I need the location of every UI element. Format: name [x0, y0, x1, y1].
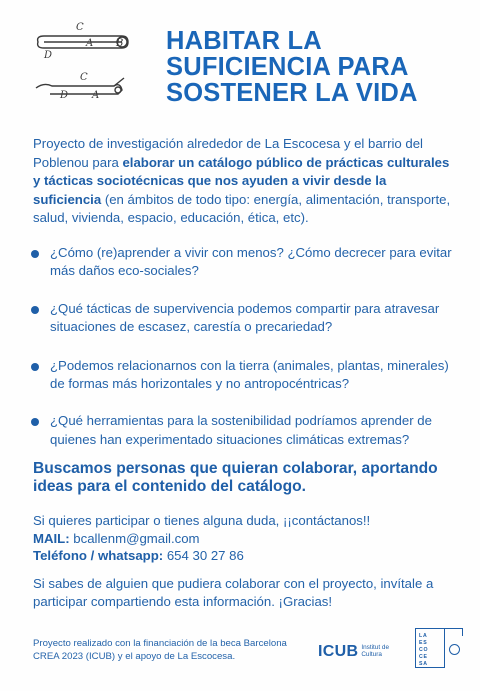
phone-number[interactable]: 654 30 27 86: [163, 548, 244, 564]
logo-letter-b: B: [116, 38, 124, 49]
mail-line: [33, 530, 463, 548]
list-item: [28, 357, 458, 394]
logo-letter-d2: D: [60, 90, 69, 101]
share-paragraph: Si sabes de alguien que pudiera colaborar con el proyecto, invítale a participar compartiendo esta información. ¡Gracias!: [33, 576, 434, 610]
bullet-icon: [31, 363, 39, 371]
intro-text-2: (en ámbitos de todo tipo: energía, alimentación, transporte, salud, vivienda, espacio, educación, ética, etc).: [33, 191, 451, 226]
escocesa-box: [415, 628, 445, 668]
phone-label: Teléfono / whatsapp:: [33, 548, 164, 564]
intro-text-1: Proyecto de investigación alrededor de La Escocesa y el barrio del Poblenou para: [33, 136, 423, 170]
funding-footer: Proyecto realizado con la financiación de la beca Barcelona CREA 2023 (ICUB) y el apoyo de La Escocesa.: [33, 638, 287, 662]
logo-letter-c: C: [76, 22, 84, 33]
logo-letter-a2: A: [92, 90, 100, 101]
bullet-text: ¿Qué herramientas para la sostenibilidad podríamos aprender de quienes han experimentado situaciones climáticas extremas?: [50, 413, 432, 447]
page-title: HABITAR LA SUFICIENCIA PARA SOSTENER LA VIDA: [166, 27, 418, 107]
logo-letter-c2: C: [80, 72, 88, 83]
bullet-text: ¿Cómo (re)aprender a vivir con menos? ¿Cómo decrecer para evitar más daños eco-sociales?: [50, 245, 452, 279]
icub-logo: [318, 641, 401, 663]
escocesa-line: LA: [419, 633, 428, 639]
list-item: [28, 300, 458, 337]
bullet-icon: [31, 418, 39, 426]
icub-mark: ICUB: [318, 643, 359, 660]
intro-paragraph: [33, 135, 453, 228]
logo-letter-d: D: [44, 50, 53, 61]
logo-letter-a: A: [86, 38, 94, 49]
contact-block: [33, 512, 463, 565]
escocesa-line: ES: [419, 640, 428, 646]
intro-text-bold: elaborar un catálogo público de prácticas culturales y tácticas sociotécnicas que nos ayuden a vivir desde la suficiencia: [33, 154, 450, 207]
escocesa-circle-icon: [449, 644, 460, 655]
safety-pin-illustration-icon: [30, 18, 140, 108]
contact-intro: Si quieres participar o tienes alguna duda, ¡¡contáctanos!!: [33, 513, 371, 528]
question-list: [28, 244, 458, 449]
la-escocesa-logo: [415, 628, 463, 670]
bullet-icon: [31, 306, 39, 314]
bullet-text: ¿Podemos relacionarnos con la tierra (animales, plantas, minerales) de formas más horizontales y no antropocéntricas?: [50, 357, 449, 392]
escocesa-line: CE: [419, 654, 428, 660]
phone-line: [33, 547, 463, 565]
escocesa-line: CO: [419, 647, 429, 653]
list-item: [28, 244, 458, 281]
mail-label: MAIL:: [33, 530, 70, 546]
icub-subtitle: Institut de Cultura: [361, 644, 390, 658]
bullet-icon: [31, 250, 39, 258]
mail-link[interactable]: bcallenm@gmail.com: [69, 530, 200, 546]
bullet-text: ¿Qué tácticas de supervivencia podemos compartir para atravesar situaciones de escasez, carestía o precariedad?: [50, 300, 440, 335]
list-item: [28, 412, 458, 449]
call-to-action: Buscamos personas que quieran colaborar, aportando ideas para el contenido del catálogo.: [33, 460, 438, 495]
escocesa-text: [419, 633, 428, 668]
escocesa-line: SA: [419, 661, 428, 667]
